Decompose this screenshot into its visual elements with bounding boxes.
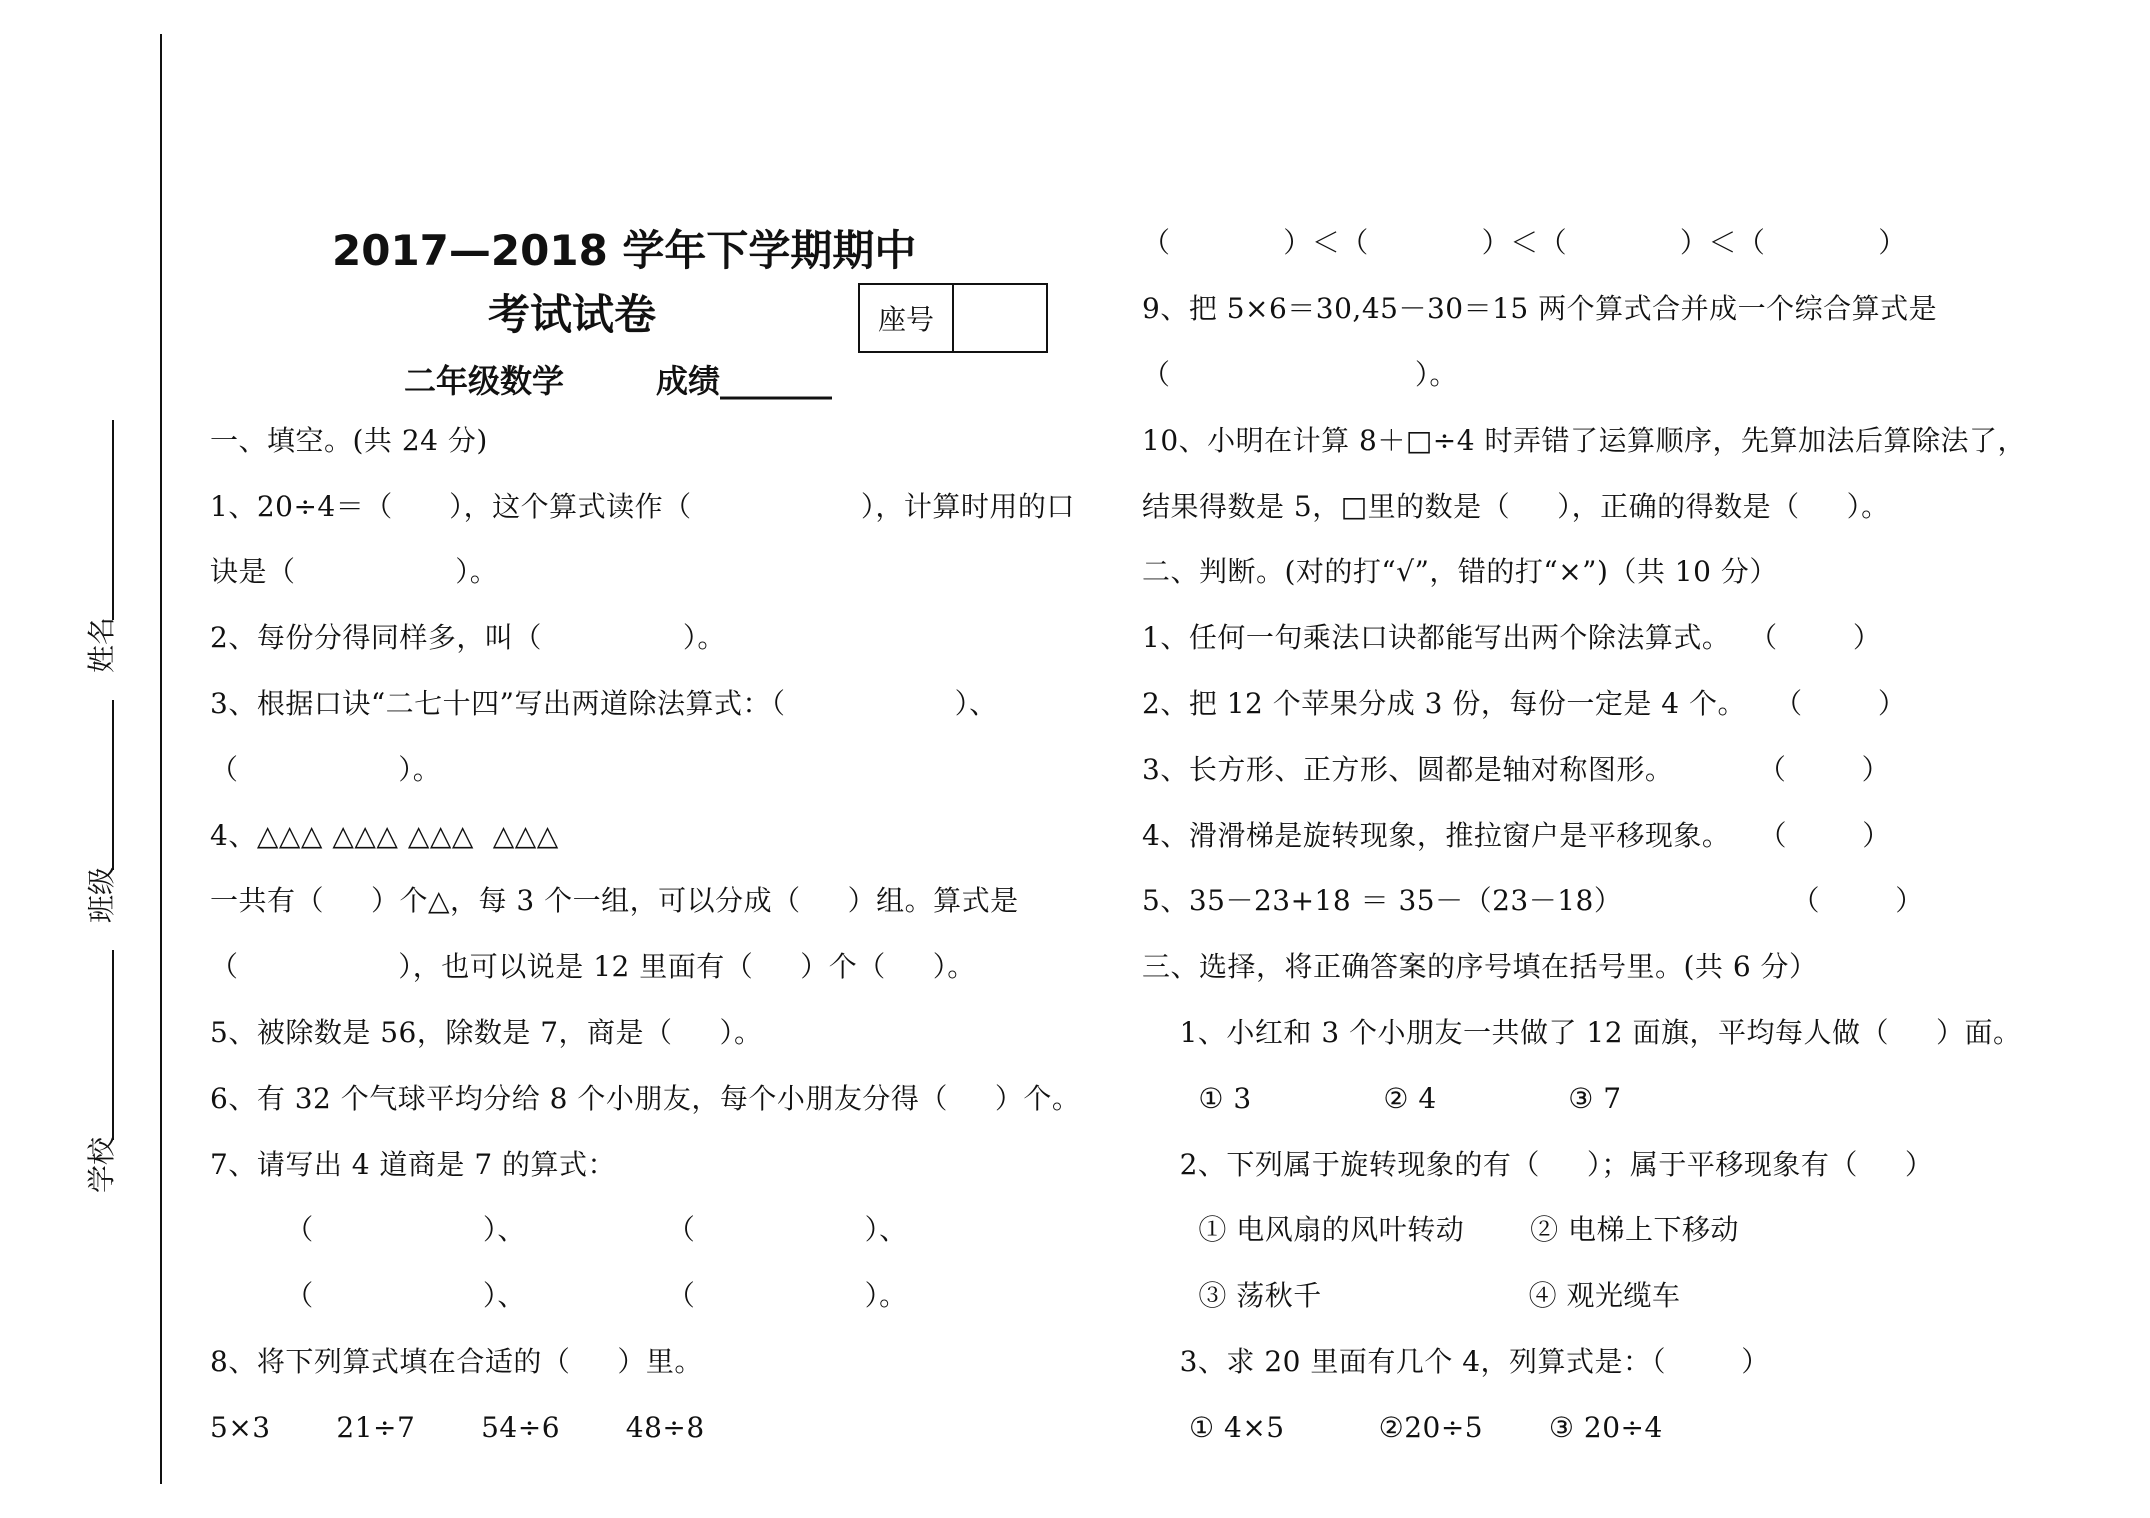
right-line-12: 1、小红和 3 个小朋友一共做了 12 面旗，平均每人做（ ）面。: [1142, 1016, 2022, 1049]
right-line-14: 2、下列属于旋转现象的有（ ）；属于平移现象有（ ）: [1142, 1148, 1934, 1181]
seat-value-cell: [954, 285, 1046, 351]
right-line-16: ③ 荡秋千 ④ 观光缆车: [1142, 1279, 1681, 1312]
left-line-10: 6、有 32 个气球平均分给 8 个小朋友，每个小朋友分得（ ）个。: [210, 1082, 1081, 1115]
left-line-9: 5、被除数是 56，除数是 7，商是（ ）。: [210, 1016, 763, 1049]
subject-label: 二年级数学: [404, 362, 565, 400]
right-line-11: 三、选择，将正确答案的序号填在括号里。(共 6 分）: [1142, 950, 1818, 983]
school-underline: [112, 950, 114, 1140]
side-label-class: 班级: [85, 866, 119, 924]
right-line-6: 1、任何一句乘法口诀都能写出两个除法算式。 （ ）: [1142, 621, 1882, 654]
side-label-name: 姓名: [85, 616, 119, 674]
right-line-0: （ ）＜（ ）＜（ ）＜（ ）: [1142, 226, 1907, 259]
left-line-15: 5×3 21÷7 54÷6 48÷8: [210, 1411, 705, 1444]
right-line-3: 10、小明在计算 8＋□÷4 时弄错了运算顺序，先算加法后算除法了，: [1142, 424, 2026, 457]
left-line-4: 3、根据口诀“二七十四”写出两道除法算式：（ ）、: [210, 687, 998, 720]
left-line-2: 诀是（ ）。: [210, 555, 499, 588]
right-line-7: 2、把 12 个苹果分成 3 份，每份一定是 4 个。 （ ）: [1142, 687, 1907, 720]
left-line-11: 7、请写出 4 道商是 7 的算式：: [210, 1148, 617, 1181]
left-line-14: 8、将下列算式填在合适的（ ）里。: [210, 1345, 703, 1378]
right-line-1: 9、把 5×6＝30,45－30＝15 两个算式合并成一个综合算式是: [1142, 292, 1938, 325]
class-underline: [112, 700, 114, 870]
right-line-8: 3、长方形、正方形、圆都是轴对称图形。 （ ）: [1142, 753, 1891, 786]
left-line-8: （ ），也可以说是 12 里面有（ ）个（ ）。: [210, 950, 976, 983]
right-line-10: 5、35－23+18 ＝ 35－（23－18） （ ）: [1142, 884, 1924, 917]
page-title-line2: 考试试卷: [488, 290, 657, 339]
right-line-5: 二、判断。(对的打“√”，错的打“×”)（共 10 分）: [1142, 555, 1778, 588]
right-line-9: 4、滑滑梯是旋转现象，推拉窗户是平移现象。 （ ）: [1142, 819, 1891, 852]
left-line-7: 一共有（ ）个△，每 3 个一组，可以分成（ ）组。算式是: [210, 884, 1019, 917]
left-line-13: （ ）、 （ ）。: [210, 1279, 908, 1312]
left-line-5: （ ）。: [210, 753, 442, 786]
seat-number-box: [858, 283, 1048, 353]
right-line-17: 3、求 20 里面有几个 4，列算式是：（ ）: [1142, 1345, 1770, 1378]
right-line-2: （ ）。: [1142, 358, 1458, 391]
left-line-6: 4、△△△ △△△ △△△ △△△: [210, 819, 559, 852]
right-line-4: 结果得数是 5，□里的数是（ ），正确的得数是（ ）。: [1142, 490, 1890, 523]
left-line-0: 一、填空。(共 24 分): [210, 424, 488, 457]
left-line-1: 1、20÷4＝（ ），这个算式读作（ ），计算时用的口: [210, 490, 1075, 523]
name-underline: [112, 420, 114, 620]
left-line-12: （ ）、 （ ）、: [210, 1213, 908, 1246]
right-line-18: ① 4×5 ②20÷5 ③ 20÷4: [1142, 1411, 1663, 1444]
seat-label: 座号: [860, 285, 954, 351]
right-line-13: ① 3 ② 4 ③ 7: [1142, 1082, 1622, 1115]
side-label-school: 学校: [85, 1136, 119, 1194]
right-line-15: ① 电风扇的风叶转动 ② 电梯上下移动: [1142, 1213, 1740, 1246]
score-field: 成绩_______: [656, 362, 833, 400]
left-line-3: 2、每份分得同样多，叫（ ）。: [210, 621, 726, 654]
page-title: 2017—2018 学年下学期期中: [332, 226, 917, 275]
binding-line-main: [160, 34, 162, 1484]
